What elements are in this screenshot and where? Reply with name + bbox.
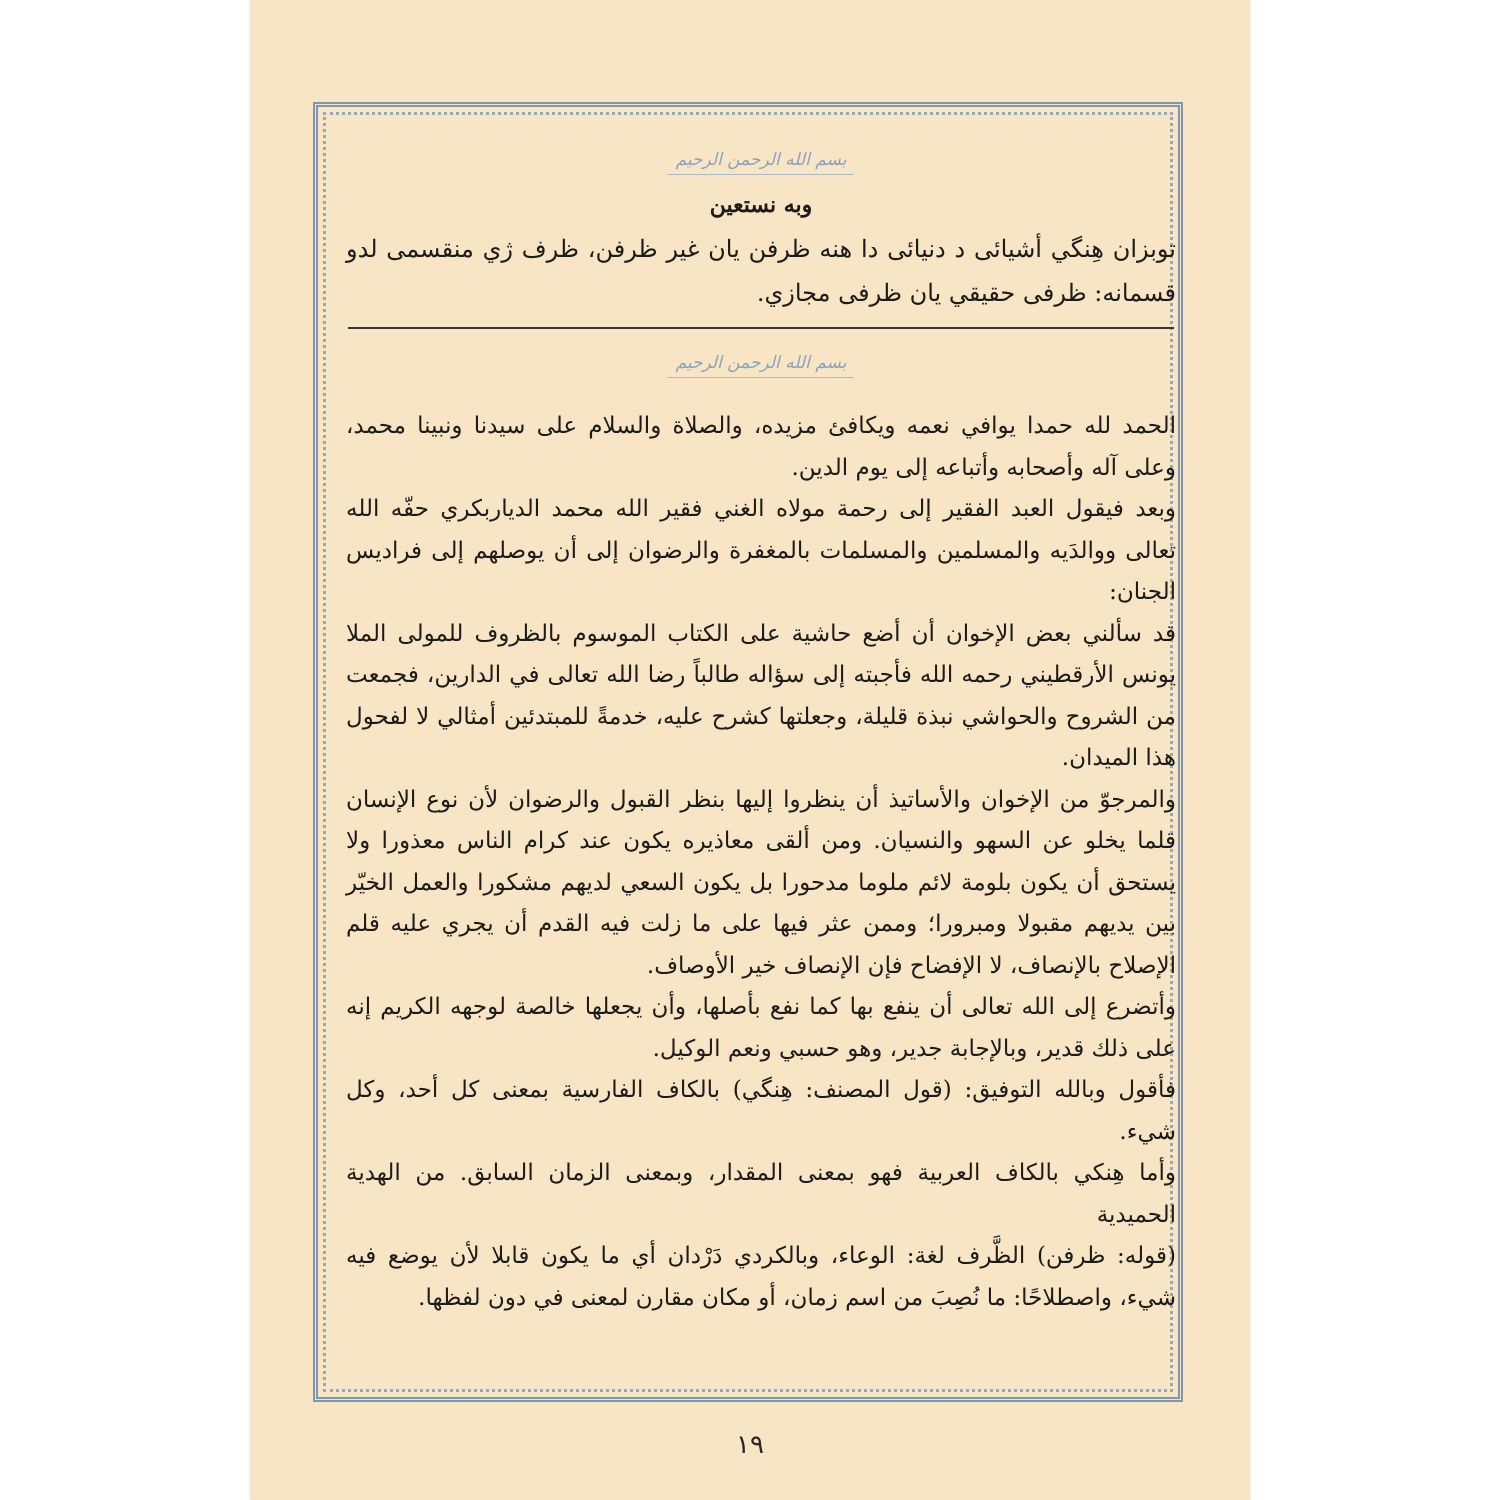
commentary-paragraph: فأقول وبالله التوفيق: (قول المصنف: هِنگي) بالكاف الفارسية بمعنى كل أحد، وكل شيء. (346, 1077, 1176, 1145)
subtitle: وبه نستعين (709, 192, 813, 218)
commentary-paragraph: الحمد لله حمدا يوافي نعمه ويكافئ مزيده، والصلاة والسلام على سيدنا ونبينا محمد، وعلى آله وأصحابه وأتباعه إلى يوم الدين. (346, 413, 1176, 481)
commentary-paragraph: وبعد فيقول العبد الفقير إلى رحمة مولاه الغني فقير الله محمد الدياربكري حفّه الله تعالى ووالدَيه والمسلمين والمسلمات بالمغفرة والرضوان إلى أن يوصلهم إلى فراديس الجنان: (346, 496, 1176, 605)
basmala-commentary (342, 351, 1180, 378)
commentary-paragraph: قد سألني بعض الإخوان أن أضع حاشية على الكتاب الموسوم بالظروف للمولى الملا يونس الأرقطيني رحمه الله فأجبته إلى سؤاله طالباً رضا الله تعالى في الدارين، فجمعت من الشروح والحواشي نبذة قليلة، وجعلتها كشرح عليه، خدمةً للمبتدئين أمثالي لا لفحول هذا الميدان. (346, 620, 1176, 771)
basmala-top (342, 148, 1180, 175)
commentary-paragraph: وأما هِنكي بالكاف العربية فهو بمعنى المقدار، وبمعنى الزمان السابق. من الهدية الحميدية (346, 1160, 1176, 1228)
page-content (342, 118, 1180, 1388)
page-number: ١٩ (736, 1430, 764, 1460)
separator-rule (348, 327, 1174, 329)
commentary-paragraph: (قوله: ظرفن) الظَّرف لغة: الوعاء، وبالكردي دَرْدان أي ما يكون قابلا لأن يوضع فيه شيء، واصطلاحًا: ما نُصِبَ من اسم زمان، أو مكان مقارن لمعنى في دون لفظها. (346, 1243, 1176, 1311)
commentary-paragraph: وأتضرع إلى الله تعالى أن ينفع بها كما نفع بأصلها، وأن يجعلها خالصة لوجهه الكريم إنه على ذلك قدير، وبالإجابة جدير، وهو حسبي ونعم الوكيل. (346, 994, 1176, 1062)
commentary-text (342, 406, 1180, 1319)
commentary-paragraph: والمرجوّ من الإخوان والأساتيذ أن ينظروا إليها بنظر القبول والرضوان لأن نوع الإنسان قلما يخلو عن السهو والنسيان. ومن ألقى معاذيره يكون عند كرام الناس معذورا ولا يستحق أن يكون بلومة لائم ملوما مدحورا بل يكون السعي لديهم مشكورا والعمل الخيّر بين يديهم مقبولا ومبرورا؛ وممن عثر فيها على ما زلت فيه القدم أن يجري عليه قلم الإصلاح بالإنصاف، لا الإفضاح فإن الإنصاف خير الأوصاف. (346, 786, 1176, 979)
book-page (250, 0, 1250, 1500)
basmala-calligraphy: بسم الله الرحمن الرحيم (668, 351, 855, 378)
main-text-paragraph: توبزان هِنگي أشيائى د دنيائى دا هنه ظرفن يان غير ظرفن، ظرف ژي منقسمى لدو قسمانه: ظرفى حقيقي يان ظرفى مجازي. (346, 235, 1176, 307)
basmala-calligraphy: بسم الله الرحمن الرحيم (668, 148, 855, 175)
